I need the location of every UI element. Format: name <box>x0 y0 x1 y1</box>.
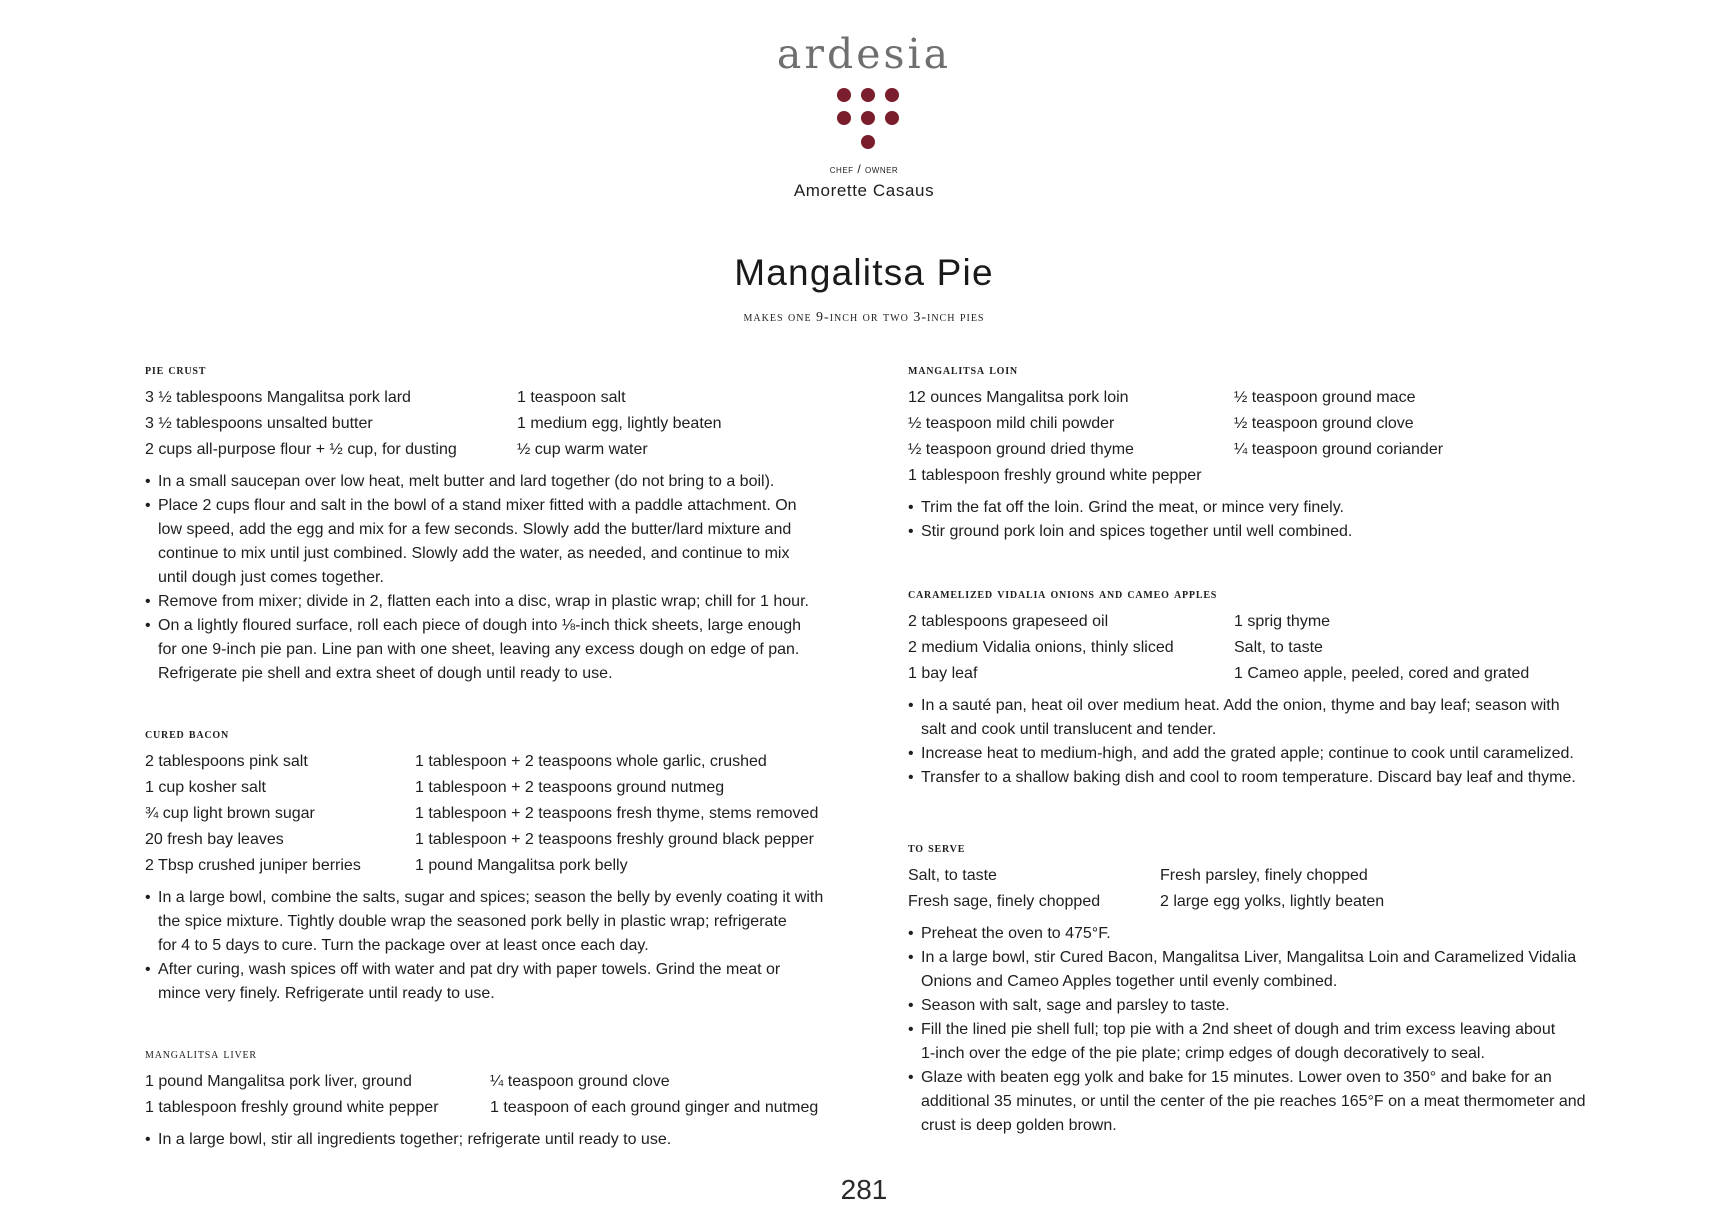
instruction-line: for one 9-inch pie pan. Line pan with one sheet, leaving any excess dough on edge of pan. <box>158 641 800 658</box>
instruction-line: • Season with salt, sage and parsley to taste. <box>921 997 1230 1014</box>
instruction-list <box>908 922 1586 1138</box>
instruction-line: continue to mix until just combined. Slowly add the water, as needed, and continue to mix <box>158 545 790 562</box>
instruction-line: • Glaze with beaten egg yolk and bake for 15 minutes. Lower oven to 350° and bake for an <box>921 1069 1552 1086</box>
instruction-line: • On a lightly floured surface, roll each piece of dough into ⅛-inch thick sheets, large enough <box>158 617 802 634</box>
section-mangalitsa-liver <box>145 1045 819 1152</box>
ingredient-list <box>145 749 823 879</box>
ingredient-list <box>145 385 809 463</box>
instruction-line: until dough just comes together. <box>158 569 384 586</box>
instruction-step <box>908 742 1576 766</box>
chef-owner-label: chef / owner <box>829 162 899 176</box>
ingredient-column <box>908 863 1100 915</box>
ingredient-item: 1 medium egg, lightly beaten <box>517 415 722 432</box>
instruction-step <box>145 886 823 958</box>
instruction-line: • Preheat the oven to 475°F. <box>921 925 1111 942</box>
ingredient-item: 2 medium Vidalia onions, thinly sliced <box>908 639 1174 656</box>
ingredient-item: 1 tablespoon + 2 teaspoons fresh thyme, stems removed <box>415 805 819 822</box>
instruction-line: additional 35 minutes, or until the center of the pie reaches 165°F on a meat thermometer and <box>921 1093 1586 1110</box>
instruction-line: for 4 to 5 days to cure. Turn the package over at least once each day. <box>158 937 649 954</box>
logo-dot <box>861 88 875 102</box>
ingredient-item: 1 pound Mangalitsa pork belly <box>415 857 628 874</box>
chef-name: Amorette Casaus <box>793 181 935 200</box>
instruction-line: • In a large bowl, combine the salts, sugar and spices; season the belly by evenly coating it with <box>158 889 824 906</box>
ingredient-column <box>490 1069 818 1121</box>
ingredient-item: 12 ounces Mangalitsa pork loin <box>908 389 1129 406</box>
ingredient-item: 1 pound Mangalitsa pork liver, ground <box>145 1073 412 1090</box>
ingredient-column <box>1234 385 1443 463</box>
ingredient-column <box>908 609 1174 687</box>
section-heading: cured bacon <box>145 727 229 742</box>
ingredient-item: Salt, to taste <box>908 867 997 884</box>
ingredient-column <box>1234 609 1529 687</box>
instruction-line: • Transfer to a shallow baking dish and cool to room temperature. Discard bay leaf and thyme. <box>921 769 1576 786</box>
instruction-step <box>908 694 1576 742</box>
logo-dot <box>837 111 851 125</box>
instruction-line: • Place 2 cups flour and salt in the bowl of a stand mixer fitted with a paddle attachment. On <box>158 497 797 514</box>
ingredient-item: Salt, to taste <box>1234 639 1323 656</box>
section-heading: mangalitsa liver <box>145 1047 257 1062</box>
ingredient-item: ½ cup warm water <box>517 441 648 458</box>
logo-wordmark: ardesia <box>776 30 952 78</box>
section-to-serve <box>908 839 1586 1138</box>
ingredient-item: 2 tablespoons grapeseed oil <box>908 613 1109 630</box>
ingredient-column <box>145 1069 439 1121</box>
logo-dot <box>885 88 899 102</box>
logo-dot <box>861 135 875 149</box>
ingredient-item: 3 ½ tablespoons unsalted butter <box>145 415 373 432</box>
ingredient-column <box>415 749 818 879</box>
logo-dot <box>885 111 899 125</box>
ingredient-item: 1 cup kosher salt <box>145 779 266 796</box>
ingredient-item: 3 ½ tablespoons Mangalitsa pork lard <box>145 389 411 406</box>
page-number: 281 <box>840 1174 888 1205</box>
ingredient-item: 2 tablespoons pink salt <box>145 753 308 770</box>
instruction-line: mince very finely. Refrigerate until ready to use. <box>158 985 495 1002</box>
ingredient-item: 2 large egg yolks, lightly beaten <box>1160 893 1385 910</box>
ingredient-item: 1 teaspoon salt <box>517 389 626 406</box>
instruction-line: salt and cook until translucent and tender. <box>921 721 1217 738</box>
instruction-line: • After curing, wash spices off with water and pat dry with paper towels. Grind the meat or <box>158 961 781 978</box>
section-heading: to serve <box>908 841 966 856</box>
instruction-list <box>145 470 809 686</box>
instruction-step <box>908 1066 1586 1138</box>
instruction-step <box>908 1018 1586 1066</box>
ingredient-item: Fresh sage, finely chopped <box>908 893 1101 910</box>
ingredient-item: ¼ teaspoon ground coriander <box>1234 441 1444 458</box>
instruction-line: • In a sauté pan, heat oil over medium heat. Add the onion, thyme and bay leaf; season with <box>921 697 1560 714</box>
instruction-step <box>908 520 1352 544</box>
ingredient-item: 1 tablespoon freshly ground white pepper <box>908 467 1202 484</box>
instruction-line: • In a small saucepan over low heat, melt butter and lard together (do not bring to a boil). <box>158 473 775 490</box>
ingredient-item: 1 tablespoon + 2 teaspoons whole garlic, crushed <box>415 753 767 770</box>
instruction-line: low speed, add the egg and mix for a few seconds. Slowly add the butter/lard mixture and <box>158 521 792 538</box>
ingredient-item: 1 tablespoon + 2 teaspoons freshly ground black pepper <box>415 831 814 848</box>
ingredient-column <box>1160 863 1384 915</box>
ingredient-column <box>908 385 1202 489</box>
instruction-step <box>145 1128 671 1152</box>
instruction-list <box>145 1128 671 1152</box>
logo-dot <box>861 111 875 125</box>
ingredient-item: ½ teaspoon ground clove <box>1234 415 1414 432</box>
section-heading: caramelized vidalia onions and cameo apples <box>908 587 1218 602</box>
instruction-step <box>145 494 809 590</box>
ingredient-item: 1 Cameo apple, peeled, cored and grated <box>1234 665 1530 682</box>
instruction-line: • In a large bowl, stir Cured Bacon, Mangalitsa Liver, Mangalitsa Loin and Caramelized Vidalia <box>921 949 1577 966</box>
instruction-list <box>908 694 1576 790</box>
instruction-line: Refrigerate pie shell and extra sheet of dough until ready to use. <box>158 665 613 682</box>
instruction-line: • Fill the lined pie shell full; top pie with a 2nd sheet of dough and trim excess leaving about <box>921 1021 1556 1038</box>
ingredient-item: ¼ teaspoon ground clove <box>490 1073 670 1090</box>
ingredient-item: ½ teaspoon ground dried thyme <box>908 441 1134 458</box>
ingredient-item: 1 bay leaf <box>908 665 978 682</box>
instruction-line: crust is deep golden brown. <box>921 1117 1117 1134</box>
instruction-line: • Remove from mixer; divide in 2, flatten each into a disc, wrap in plastic wrap; chill for 1 hour. <box>158 593 809 610</box>
section-cured-bacon <box>145 725 823 1006</box>
instruction-step <box>908 766 1576 790</box>
instruction-line: • Increase heat to medium-high, and add the grated apple; continue to cook until caramelized. <box>921 745 1574 762</box>
instruction-line: Onions and Cameo Apples together until evenly combined. <box>921 973 1338 990</box>
instruction-line: 1-inch over the edge of the pie plate; crimp edges of dough decoratively to seal. <box>921 1045 1485 1062</box>
instruction-line: the spice mixture. Tightly double wrap the seasoned pork belly in plastic wrap; refrigerate <box>158 913 787 930</box>
instruction-step <box>145 958 823 1006</box>
ingredient-list <box>145 1069 819 1121</box>
grape-cluster-logo-icon <box>833 86 903 152</box>
ingredient-item: Fresh parsley, finely chopped <box>1160 867 1368 884</box>
ingredient-column <box>517 385 722 463</box>
section-caramelized-onions-apples <box>908 585 1576 790</box>
section-pie-crust <box>145 361 809 686</box>
ingredient-item: 1 tablespoon + 2 teaspoons ground nutmeg <box>415 779 725 796</box>
instruction-line: • Trim the fat off the loin. Grind the meat, or mince very finely. <box>921 499 1344 516</box>
instruction-list <box>908 496 1352 544</box>
instruction-step <box>908 496 1352 520</box>
ingredient-item: ¾ cup light brown sugar <box>145 805 315 822</box>
ingredient-item: ½ teaspoon mild chili powder <box>908 415 1115 432</box>
instruction-step <box>145 470 809 494</box>
section-mangalitsa-loin <box>908 361 1444 544</box>
recipe-title: Mangalitsa Pie <box>734 252 994 293</box>
ingredient-column <box>145 749 361 879</box>
ingredient-item: 1 sprig thyme <box>1234 613 1331 630</box>
ingredient-item: 1 tablespoon freshly ground white pepper <box>145 1099 439 1116</box>
logo-dot <box>837 88 851 102</box>
ingredient-item: ½ teaspoon ground mace <box>1234 389 1416 406</box>
ingredient-column <box>145 385 457 463</box>
ingredient-list <box>908 609 1576 687</box>
instruction-line: • Stir ground pork loin and spices together until well combined. <box>921 523 1353 540</box>
section-heading: pie crust <box>145 363 207 378</box>
ingredient-item: 20 fresh bay leaves <box>145 831 284 848</box>
recipe-yield: makes one 9-inch or two 3-inch pies <box>743 310 985 325</box>
instruction-step <box>908 994 1586 1018</box>
ingredient-item: 2 cups all-purpose flour + ½ cup, for dusting <box>145 441 457 458</box>
instruction-step <box>145 590 809 614</box>
ingredient-list <box>908 385 1444 489</box>
instruction-step <box>908 946 1586 994</box>
ingredient-item: 1 teaspoon of each ground ginger and nutmeg <box>490 1099 819 1116</box>
ingredient-item: 2 Tbsp crushed juniper berries <box>145 857 361 874</box>
instruction-list <box>145 886 823 1006</box>
instruction-step <box>145 614 809 686</box>
instruction-line: • In a large bowl, stir all ingredients together; refrigerate until ready to use. <box>158 1131 672 1148</box>
ingredient-list <box>908 863 1586 915</box>
instruction-step <box>908 922 1586 946</box>
section-heading: mangalitsa loin <box>908 363 1018 378</box>
